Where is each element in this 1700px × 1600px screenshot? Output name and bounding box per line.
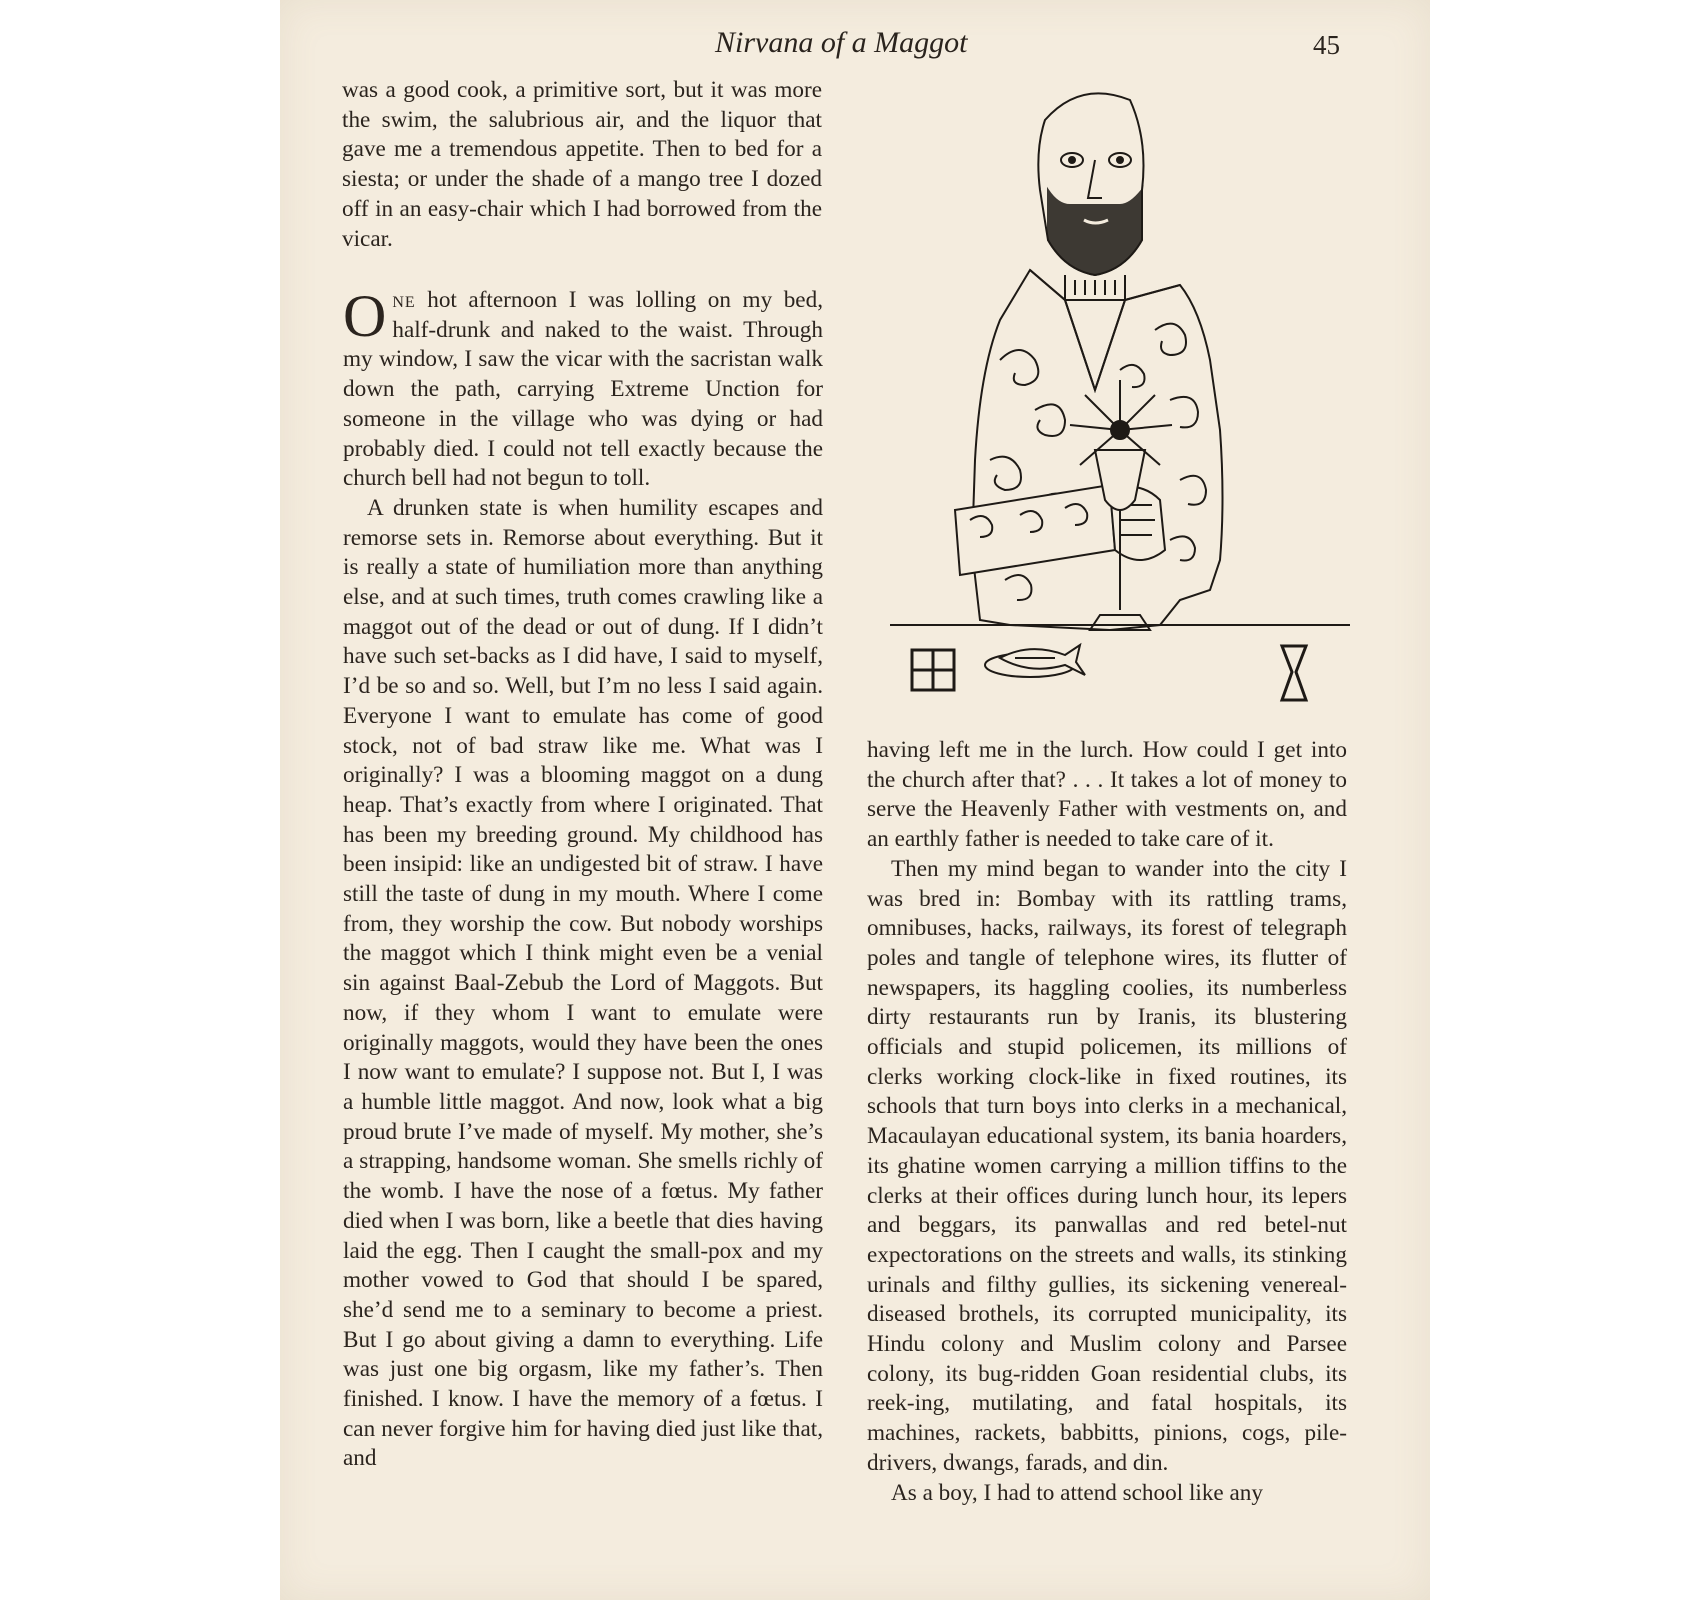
- book-page: [280, 0, 1430, 1600]
- bearded-man-with-chalice-woodcut-icon: [880, 80, 1360, 720]
- paragraph-text: hot afternoon I was lolling on my bed, half-drunk and naked to the waist. Through my window, I saw the vicar with the sacristan walk down the path, carrying Extreme Unction for someone in the village who was dying or had probably died. I could not tell exactly because the church bell had not begun to toll.: [343, 287, 823, 492]
- drop-cap: O: [343, 283, 387, 349]
- running-title: Nirvana of a Maggot: [715, 26, 968, 59]
- small-caps-word: ne: [392, 287, 416, 313]
- paragraph-cook: was a good cook, a primitive sort, but it was more the swim, the salubrious air, and the liquor that gave me a tremendous appetite. Then to bed for a siesta; or under the shade of a mango tree I dozed off in an easy-chair which I had borrowed from the vicar.: [342, 77, 822, 252]
- page-number: 45: [1313, 30, 1340, 60]
- paragraph-drunken-state: A drunken state is when humility escapes and remorse sets in. Remorse about everything. But it is really a state of humiliation more than anything else, and at such times, truth comes crawling like a maggot out of the dead or out of dung. If I didn’t have such set-backs as I did have, I said to myself, I’d be so and so. Well, but I’m no less I said again. Everyone I want to emulate has come of good stock, not of bad straw like me. What was I originally? I was a blooming maggot on a dung heap. That’s exactly from where I originated. That has been my breeding ground. My childhood has been insipid: like an undigested bit of straw. I have still the taste of dung in my mouth. Where I come from, they worship the cow. But nobody worships the maggot which I think might even be a venial sin against Baal-Zebub the Lord of Maggots. But now, if they whom I want to emulate were originally maggots, would they have been the ones I now want to emulate? I suppose not. But I, I was a humble little maggot. And now, look what a big proud brute I’ve made of myself. My mother, she’s a strapping, handsome woman. She smells richly of the womb. I have the nose of a fœtus. My father died when I was born, like a beetle that dies having laid the egg. Then I caught the small-pox and my mother vowed to God that should I be spared, she’d send me to a seminary to become a priest. But I go about giving a damn to everything. Life was just one big orgasm, like my father’s. Then finished. I know. I have the memory of a fœtus. I can never forgive him for having died just like that, and: [343, 494, 823, 1472]
- left-column: [343, 283, 823, 1474]
- paragraph-as-a-boy: As a boy, I had to attend school like any: [891, 1479, 1263, 1506]
- right-column: [867, 736, 1347, 1508]
- page-header: [280, 22, 1430, 62]
- paragraph-hot-afternoon: [343, 283, 823, 494]
- paragraph-left-in-lurch: having left me in the lurch. How could I get into the church after that? . . . It takes a lot of money to serve the Heavenly Father with vestments on, and an earthly father is needed to take care of it.: [867, 737, 1347, 853]
- left-column-top: [342, 76, 822, 254]
- paragraph-bombay: Then my mind began to wander into the city I was bred in: Bombay with its rattling trams, omnibuses, hacks, railways, its forest of telegraph poles and tangle of telephone wires, its flutter of newspapers, its haggling coolies, its numberless dirty restaurants run by Iranis, its blustering officials and stupid policemen, its millions of clerks working clock-like in fixed routines, its schools that turn boys into clerks in a mechanical, Macaulayan educational system, its bania hoarders, its ghatine women carrying a million tiffins to the clerks at their offices during lunch hour, its lepers and beggars, its panwallas and red betel-nut expectorations on the streets and walls, its stinking urinals and filthy gullies, its sickening venereal-diseased brothels, its corrupted municipality, its Hindu colony and Muslim colony and Parsee colony, its bug-ridden Goan residential clubs, its reek-ing, mutilating, and fatal hospitals, its machines, rackets, babbitts, pinions, cogs, pile-drivers, dwangs, farads, and din.: [867, 855, 1347, 1476]
